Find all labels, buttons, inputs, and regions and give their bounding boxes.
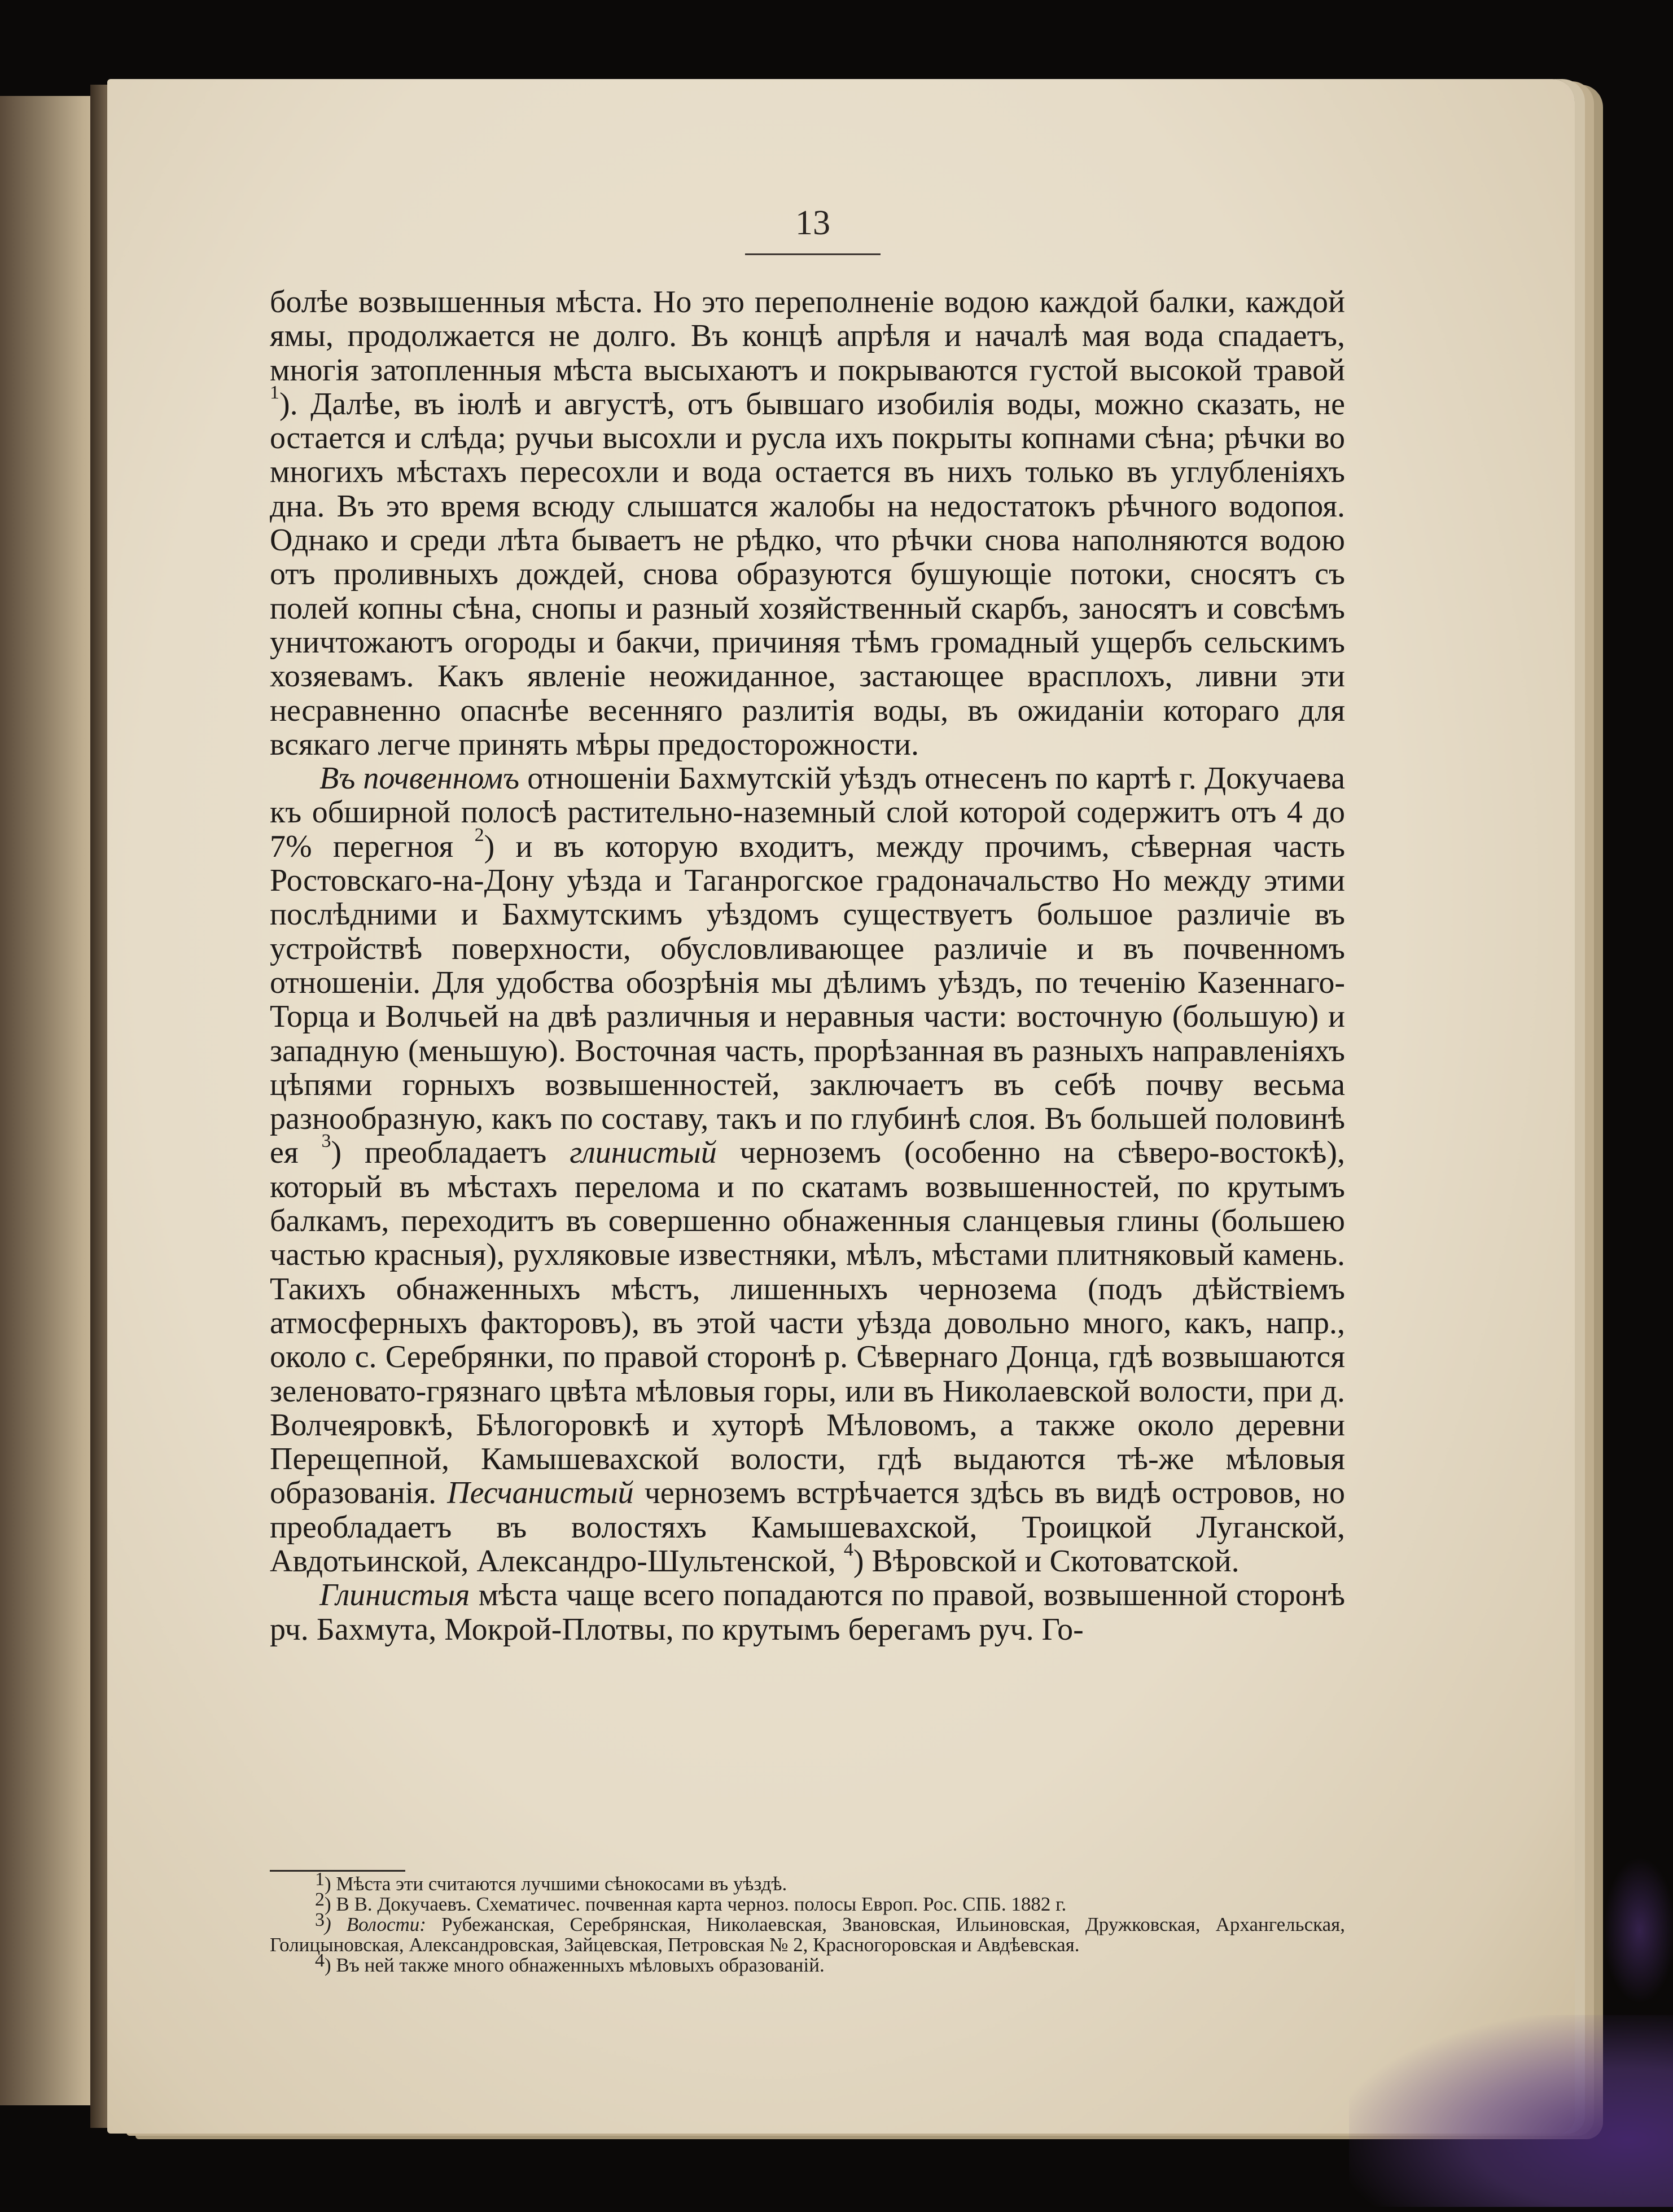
footnote-ref: 1: [270, 382, 279, 403]
body-text: [270, 285, 1345, 1646]
footnote-1: $^1$) Мѣста эти считаются лучшими сѣнокосами въ уѣздѣ.: [315, 1869, 787, 1895]
ink-stain: [1349, 2015, 1673, 2207]
footnote-ref: 4: [843, 1539, 853, 1560]
paragraph-2: Въ почвенномъ отношеніи Бахмутскій уѣздъ отнесенъ по картѣ г. Докучаева къ обширной полосѣ растительно-наземный слой которой содержитъ отъ 4 до 7% перегноя $^2$) и въ которую входитъ, между прочимъ, сѣверная часть Ростовскаго-на-Дону уѣзда и Таганрогское градоначальство Но между этими послѣдними и Бахмутскимъ уѣздомъ существуетъ большое различіе въ устройствѣ поверхности, обусловливающее различіе и въ почвенномъ отношеніи. Для удобства обозрѣнія мы дѣлимъ уѣздъ, по теченію Казеннаго-Торца и Волчьей на двѣ различныя и неравныя части: восточную (большую) и западную (меньшую). Восточная часть, прорѣзанная въ разныхъ направленіяхъ цѣпями горныхъ возвышенностей, заключаетъ въ себѣ почву весьма разнообразную, какъ по составу, такъ и по глубинѣ слоя. Въ большей половинѣ ея $^3$) преобладаетъ глинистый черноземъ (особенно на сѣверо-востокѣ), который въ мѣстахъ перелома и по скатамъ возвышенностей, по крутымъ балкамъ, переходитъ въ совершенно обнаженныя сланцевыя глины (большею частью красныя), рухляковые известняки, мѣлъ, мѣстами плитняковый камень. Такихъ обнаженныхъ мѣстъ, лишенныхъ чернозема (подъ дѣйствіемъ атмосферныхъ факторовъ), въ этой части уѣзда довольно много, какъ, напр., около с. Серебрянки, по правой сторонѣ р. Сѣвернаго Донца, гдѣ возвышаются зеленовато-грязнаго цвѣта мѣловыя горы, или въ Николаевской волости, при д. Волчеяровкѣ, Бѣлогоровкѣ и хуторѣ Мѣловомъ, а также около деревни Перещепной, Камышевахской волости, гдѣ выдаются тѣ-же мѣловыя образованія. Песчанистый черноземъ встрѣчается здѣсь въ видѣ островов, но преобладаетъ въ волостяхъ Камышевахской, Троицкой Луганской, Авдотьинской, Александро-Шультенской, $^4$) Вѣровской и Скотоватской.: [270, 761, 1346, 1579]
footnote-ref: 2: [474, 824, 484, 846]
paragraph-3: Глинистыя мѣста чаще всего попадаются по правой, возвышенной сторонѣ рч. Бахмута, Мокрой-Плотвы, по крутымъ берегамъ руч. Го-: [270, 1578, 1345, 1647]
footnote-3: $^3$) Волости: Рубежанская, Серебрянская, Николаевская, Звановская, Ильиновская, Дружковская, Архангельская, Голицыновская, Александровская, Зайцевская, Петровская № 2, Красногоровская и Авдѣевская.: [270, 1909, 1345, 1956]
paragraph-1: болѣе возвышенныя мѣста. Но это переполненіе водою каждой балки, каждой ямы, продолжается не долго. Въ концѣ апрѣля и началѣ мая вода спадаетъ, многія затопленныя мѣста высыхаютъ и покрываются густой высокой травой $^1$). Далѣе, въ іюлѣ и августѣ, отъ бывшаго изобилія воды, можно сказать, не остается и слѣда; ручьи высохли и русла ихъ покрыты копнами сѣна; рѣчки во многихъ мѣстахъ пересохли и вода остается въ нихъ только въ углубленіяхъ дна. Въ это время всюду слышатся жалобы на недостатокъ рѣчного водопоя. Однако и среди лѣта бываетъ не рѣдко, что рѣчки снова наполняются водою отъ проливныхъ дождей, снова образуются бушующіе потоки, сносятъ съ полей копны сѣна, снопы и разный хозяйственный скарбъ, заносятъ и совсѣмъ уничтожаютъ огороды и бакчи, причиняя тѣмъ громадный ущербъ сельскимъ хозяевамъ. Какъ явленіе неожиданное, застающее врасплохъ, ливни эти несравненно опаснѣе весенняго разлитія воды, въ ожиданіи котораго для всякаго легче принять мѣры предосторожности.: [270, 284, 1345, 762]
footnote-2: $^2$) В В. Докучаевъ. Схематичес. почвенная карта черноз. полосы Европ. Рос. СПБ. 1882 г.: [315, 1889, 1067, 1915]
footnote-4: $^4$) Въ ней также много обнаженныхъ мѣловыхъ образованій.: [315, 1950, 825, 1976]
footnotes: [270, 1869, 1345, 1976]
footnote-rule: [270, 1870, 405, 1872]
footnote-ref: 3: [321, 1131, 331, 1152]
page-number: 13: [745, 203, 881, 255]
left-page-edge: [0, 96, 104, 2105]
ink-stain-small: [1603, 1857, 1673, 2004]
